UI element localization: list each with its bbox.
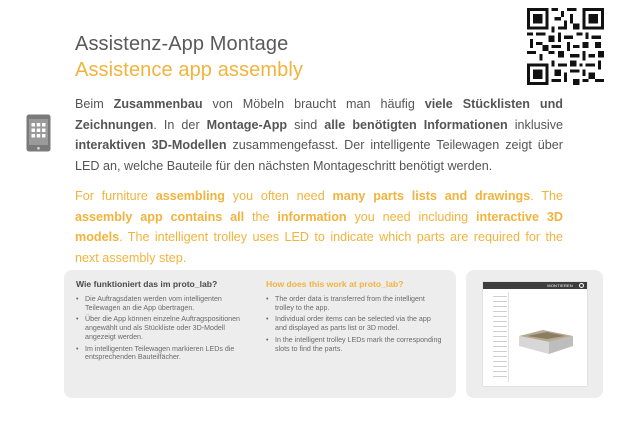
intro-paragraph-english: For furniture assembling you often need many parts lists and drawings. The assembly app contains all the information you need including interactive 3D models. The intelligent trolley uses LED to indicate which parts are required for the next assembly step.	[75, 189, 564, 265]
app-bar-label: MONTIEREN	[547, 283, 573, 288]
tablet-icon	[26, 114, 51, 152]
app-screenshot	[483, 282, 587, 386]
list-item: • Individual order items can be selected via the app and displayed as parts list or 3D model.	[266, 315, 444, 332]
page-title-english: Assistence app assembly	[75, 59, 303, 81]
list-item: • Über die App können einzelne Auftragspositionen angewählt und als Stückliste oder 3D-Modell angezeigt werden.	[76, 315, 254, 341]
bullet-list-english	[266, 295, 444, 353]
app-parts-list	[487, 292, 509, 382]
app-screenshot-box	[466, 270, 603, 398]
list-item: • Im intelligenten Teilewagen markieren LEDs die entsprechenden Bauteilfächer.	[76, 345, 254, 362]
page-title-german: Assistenz-App Montage	[75, 33, 289, 55]
list-item: • Die Auftragsdaten werden vom intelligenten Teilewagen an die App übertragen.	[76, 295, 254, 312]
how-it-works-box	[64, 270, 456, 398]
list-item: • The order data is transferred from the intelligent trolley to the app.	[266, 295, 444, 312]
how-it-works-heading-german: Wie funktioniert das im proto_lab?	[76, 279, 218, 289]
close-icon	[579, 283, 584, 288]
how-it-works-heading-english: How does this work at proto_lab?	[266, 279, 404, 289]
qr-code-icon	[527, 8, 604, 85]
bullet-list-german	[76, 295, 254, 362]
list-item: • In the intelligent trolley LEDs mark the corresponding slots to find the parts.	[266, 336, 444, 353]
3d-model-icon	[517, 326, 575, 356]
how-it-works-german	[76, 278, 254, 365]
intro-paragraph-german: Beim Zusammenbau von Möbeln braucht man häufig viele Stücklisten und Zeichnungen. In der Montage-App sind alle benötigten Informationen inklusive interaktiven 3D-Modellen zusammengefasst. Der intelligente Teilewagen zeigt über LED an, welche Bauteile für den nächsten Montageschritt benötigt werden.	[75, 97, 564, 173]
app-title-bar	[483, 282, 587, 289]
how-it-works-english	[266, 278, 444, 356]
